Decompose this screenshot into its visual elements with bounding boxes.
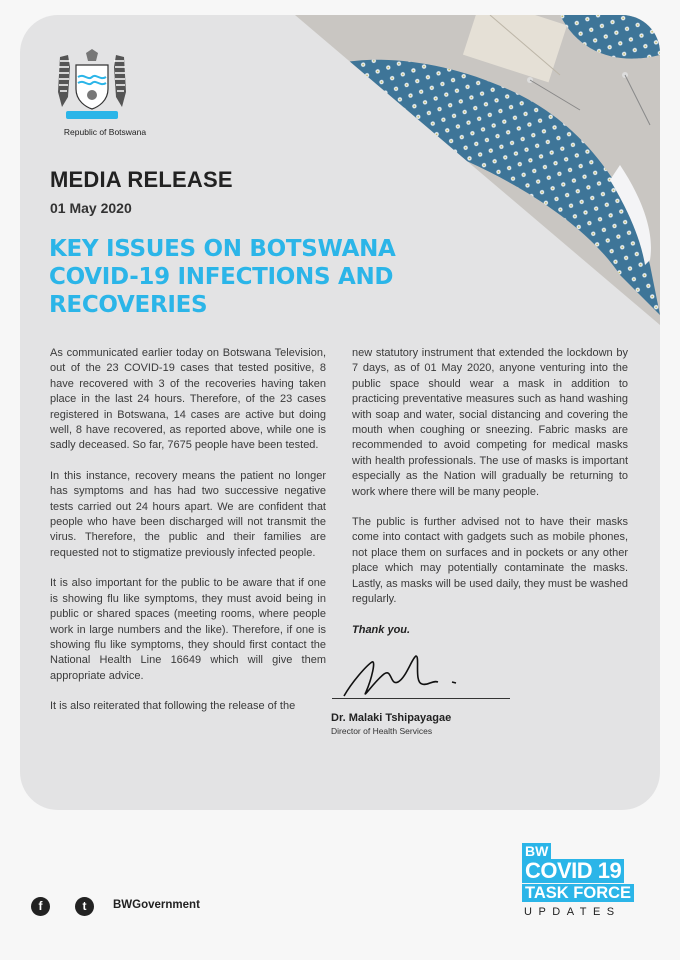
- logo-covid-text: COVID 19: [522, 859, 624, 883]
- release-date: 01 May 2020: [50, 200, 132, 216]
- logo-bw-text: BW: [522, 843, 551, 859]
- body-paragraph: It is also important for the public to be aware that if one is showing flu like symptoms, they must avoid being in public or shared spaces (meeting rooms, where people work in large numbers and the like). Therefore, if one is showing flu like symptoms, they should first contact the National Health Line 16649 which will give them appropriate advice.: [50, 577, 326, 682]
- facebook-icon[interactable]: f: [31, 897, 50, 916]
- headline-line: COVID-19 INFECTIONS AND: [49, 264, 394, 290]
- signatory-name: Dr. Malaki Tshipayagae: [331, 712, 452, 724]
- body-paragraph: It is also reiterated that following the release of the: [50, 700, 296, 713]
- body-paragraph: In this instance, recovery means the patient no longer has symptoms and has had two successive negative tests carried out 24 hours apart. We are confident that people who have been discharged will not transmit the virus. Therefore, the public and their families are requested not to stigmatize previously infected people.: [50, 469, 326, 559]
- body-paragraph: As communicated earlier today on Botswana Television, out of the 23 COVID-19 cases that tested positive, 8 have recovered with 3 of the recoveries having taken place in the last 24 hours. Therefore, of the 23 cases registered in Botswana, 14 cases are active but doing well, 8 have recovered, as reported above, while one is sadly deceased. So far, 7675 people have been tested.: [50, 347, 326, 452]
- logo-updates-text: UPDATES: [524, 906, 621, 918]
- handwritten-signature: [332, 652, 522, 702]
- coat-of-arms-emblem: [50, 47, 134, 123]
- signature-line: [332, 698, 510, 699]
- social-handle: BWGovernment: [113, 899, 200, 911]
- body-column-left: [50, 346, 326, 730]
- media-release-card: [20, 15, 660, 810]
- body-column-right: [352, 346, 628, 653]
- logo-task-force-text: TASK FORCE: [522, 884, 634, 902]
- covid-task-force-logo: [522, 843, 647, 923]
- media-release-title: MEDIA RELEASE: [50, 167, 233, 192]
- headline-line: RECOVERIES: [49, 292, 208, 318]
- body-paragraph: new statutory instrument that extended the lockdown by 7 days, as of 01 May 2020, anyone venturing into the public space should wear a mask in addition to practicing preventative measures such as hand washing with soap and water, social distancing and covering the mouth when coughing or sneezing. Fabric masks are recommended to avoid competing for medical masks with health professionals. The use of masks is important especially as the Nation will gradually be returning to work where there will be many people.: [352, 347, 628, 498]
- government-label: Republic of Botswana: [63, 127, 147, 137]
- signatory-title: Director of Health Services: [331, 726, 433, 736]
- twitter-icon[interactable]: t: [75, 897, 94, 916]
- body-paragraph: The public is further advised not to have their masks come into contact with gadgets such as mobile phones, not place them on surfaces and in pockets or any other place which may potentially contaminate the masks. Lastly, as masks will be used daily, they must be washed regularly.: [352, 516, 628, 606]
- headline: [49, 235, 409, 319]
- headline-line: KEY ISSUES ON BOTSWANA: [49, 236, 396, 262]
- closing-text: Thank you.: [352, 623, 411, 636]
